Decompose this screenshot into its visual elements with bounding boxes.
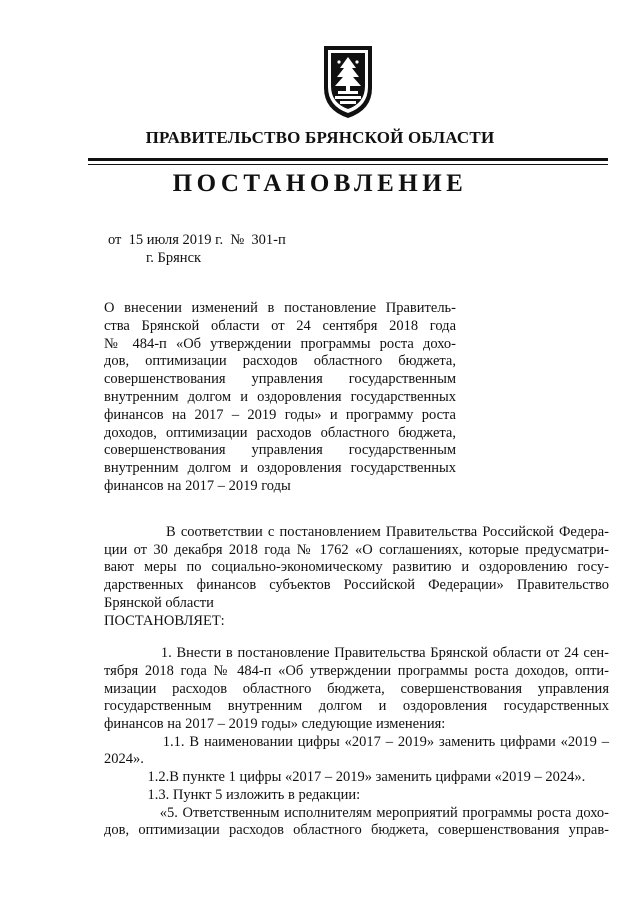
subject-line: внутренним долгом и оздоровления государственных (104, 388, 456, 405)
subject-line: О внесении изменений в постановление Правитель- (104, 300, 456, 316)
subject-line: внутренним долгом и оздоровления государственных (104, 460, 456, 477)
preamble-line: Брянской области (104, 594, 214, 611)
document-type: ПОСТАНОВЛЕНИЕ (172, 170, 468, 197)
preamble-line: В соответствии с постановлением Правительства Российской Федера- (104, 524, 609, 540)
subject-line: финансов на 2017 – 2019 годы (104, 477, 291, 494)
subject-line: доходов, оптимизации расходов областного бюджета, (104, 424, 456, 441)
subject-line: финансов на 2017 – 2019 годы» и программу роста (104, 406, 456, 423)
item-line: государственным внутренним долгом и оздоровления государственных (104, 698, 609, 715)
item-line: 1.3. Пункт 5 изложить в редакции: (104, 786, 361, 803)
document-body (104, 524, 609, 840)
subject-line: совершенствования управления государственным (104, 442, 456, 459)
organization-title: ПРАВИТЕЛЬСТВО БРЯНСКОЙ ОБЛАСТИ (145, 128, 495, 147)
item-line: мизации расходов областного бюджета, совершенствования управления (104, 680, 609, 697)
bryansk-region-coat-of-arms-icon (316, 40, 380, 120)
header-rule-thin (88, 164, 608, 165)
item-line: 1.1. В наименовании цифры «2017 – 2019» заменить цифрами «2019 – (104, 733, 609, 750)
item-line: тября 2018 года № 484-п «Об утверждении программы роста доходов, опти- (104, 662, 609, 679)
item-line: 1.2.В пункте 1 цифры «2017 – 2019» заменить цифрами «2019 – 2024». (104, 769, 586, 786)
subject-line: ства Брянской области от 24 сентября 2018 года (104, 317, 456, 334)
item-line: финансов на 2017 – 2019 годы» следующие изменения: (104, 716, 446, 733)
preamble-line: ции от 30 декабря 2018 года № 1762 «О соглашениях, которые предусматри- (104, 541, 609, 558)
document-city: г. Брянск (146, 250, 202, 266)
document-date-number: от 15 июля 2019 г. № 301-п (108, 232, 286, 248)
item-line: 2024». (104, 751, 144, 768)
document-subject (104, 300, 456, 496)
item-line: дов, оптимизации расходов областного бюджета, совершенствования управ- (104, 822, 609, 839)
subject-line: № 484-п «Об утверждении программы роста дохо- (104, 335, 456, 352)
item-line: «5. Ответственным исполнителям мероприятий программы роста дохо- (104, 804, 609, 821)
preamble-line: вают меры по социально-экономическому развитию и оздоровлению госу- (104, 559, 609, 576)
subject-line: дов, оптимизации расходов областного бюджета, (104, 353, 456, 370)
resolves-word: ПОСТАНОВЛЯЕТ: (104, 612, 225, 629)
item-line: 1. Внести в постановление Правительства Брянской области от 24 сен- (104, 645, 609, 662)
header-rule-thick (88, 158, 608, 161)
subject-line: совершенствования управления государственным (104, 371, 456, 388)
preamble-line: дарственных финансов субъектов Российской Федерации» Правительство (104, 577, 609, 594)
